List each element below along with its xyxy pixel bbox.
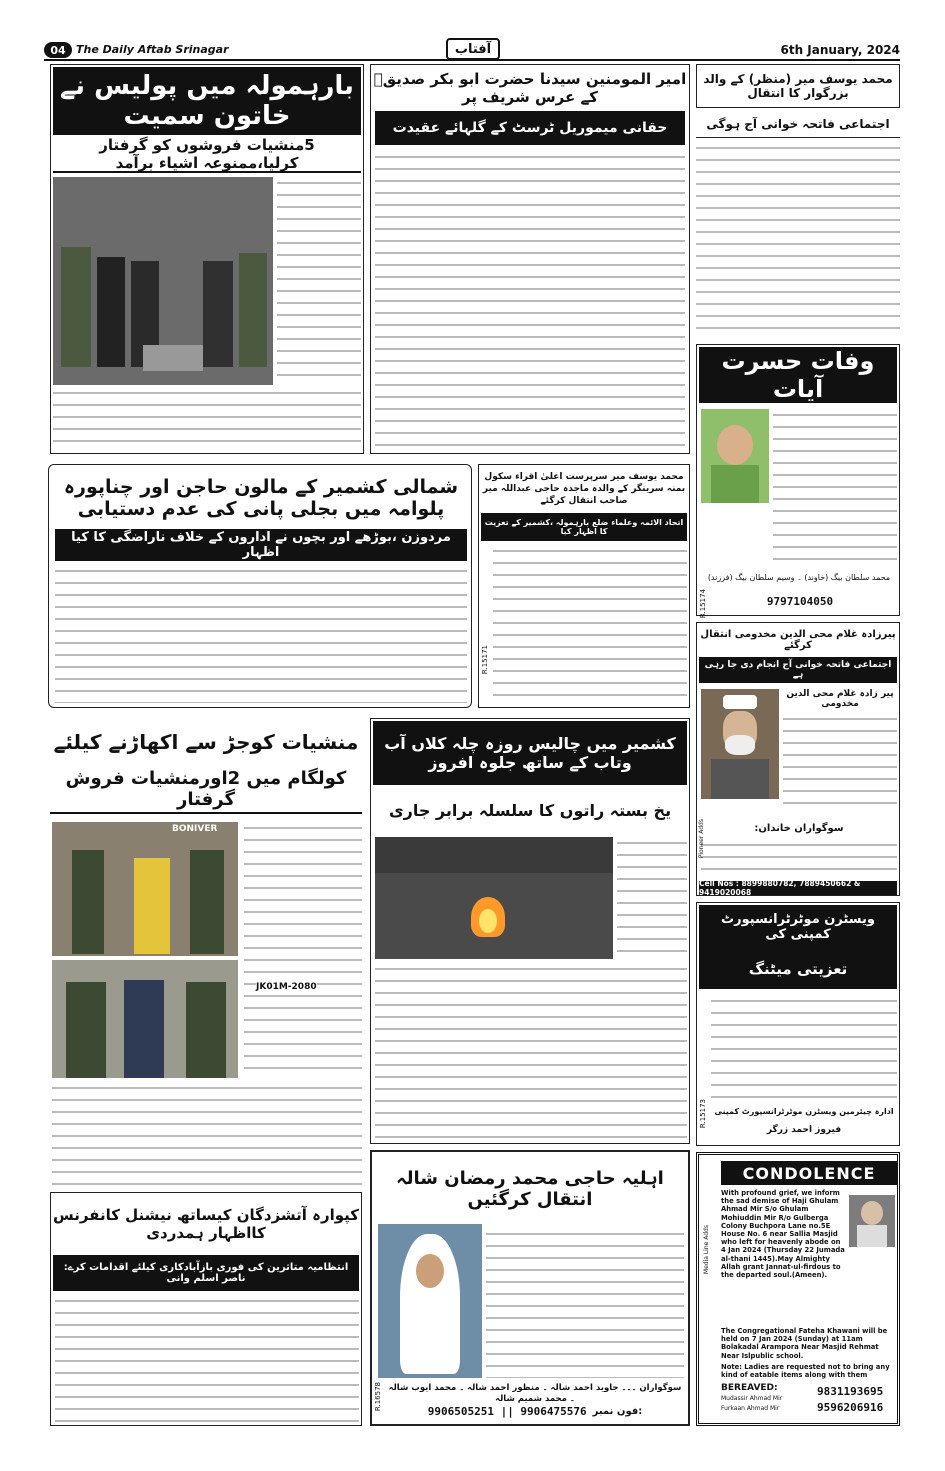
condolence-note: Note: Ladies are requested not to bring any kind of eatable items along with them — [721, 1363, 890, 1380]
condolence-phone2: 9596206916 — [817, 1401, 884, 1414]
story-electricity — [48, 464, 472, 708]
ro-agency: Media Line Adds — [703, 1225, 710, 1275]
condolence-name2: Furkaan Ahmad Mir — [721, 1405, 780, 1412]
obituary-title: وفات حسرت آیات — [699, 347, 897, 403]
subheadline-yusuf: اجتماعی فاتحہ خوانی آج ہوگی — [696, 110, 900, 138]
ro-number: R.15173 — [699, 1099, 707, 1129]
peerzada-phones: Cell Nos : 8899880782, 7889450662 & 9419020068 — [699, 881, 897, 895]
story-yusuf-mir — [696, 64, 900, 334]
obituary-shala — [370, 1150, 690, 1426]
headline-urs: امیر المومنین سیدنا حضرت ابو بکر صدیقؓ کے عرس شریف پر — [373, 70, 687, 106]
photo-banner: BONIVER — [172, 824, 218, 834]
shala-phones-label: فون نمبر: — [592, 1405, 643, 1417]
news-photo — [375, 837, 613, 959]
header-rule — [44, 59, 900, 61]
body-text — [375, 963, 687, 1139]
headline-electricity: شمالی کشمیر کے مالون حاجن اور چناپورہ پلوامہ میں بجلی پانی کی عدم دستیابی — [63, 476, 459, 520]
condolence-title: CONDOLENCE — [721, 1161, 897, 1185]
story-chilla-kalan — [370, 718, 690, 1144]
shala-photo — [378, 1224, 482, 1378]
western-signatory-name: فیروز احمد زرگر — [766, 1125, 842, 1135]
subheadline-urs: حقانی میموریل ٹرسٹ کے گلہائے عقیدت — [375, 111, 685, 145]
ad-western-motor — [696, 902, 900, 1146]
subheadline-iqra: اتحاد الائمہ وعلماء ضلع بارہمولہ ،کشمیر کے تعزیت کا اظہار کیا — [481, 513, 687, 541]
body-text — [244, 822, 362, 1078]
obituary-signatories: محمد سلطان بیگ (خاوند) ۔ وسیم سلطان بیگ (فرزند) — [707, 573, 891, 582]
news-photo — [52, 960, 238, 1078]
peerzada-photo — [701, 689, 779, 799]
headline-yusuf: محمد یوسف میر (منظر) کے والد بزرگوار کا انتقال — [696, 64, 900, 108]
body-text — [277, 177, 361, 383]
body-text — [486, 1228, 684, 1378]
peerzada-name: پیر زادہ غلام محی الدین مخدومی — [786, 689, 894, 709]
body-text — [696, 142, 900, 334]
headline-baramulla: بارہمولہ میں پولیس نے خاتون سمیت — [53, 67, 361, 135]
body-text — [52, 1082, 362, 1186]
subheadline-kupwara: انتظامیہ متاثرین کی فوری بازآبادکاری کیلئے اقدامات کرے: ناصر اسلم وانی — [53, 1255, 359, 1291]
condolence-bereaved: BEREAVED: — [721, 1383, 778, 1393]
condolence-photo — [849, 1195, 895, 1247]
vehicle-plate: JK01M-2080 — [256, 982, 317, 992]
story-kulgam — [50, 718, 362, 1188]
issue-date: 6th January, 2024 — [780, 43, 900, 57]
ad-condolence — [696, 1152, 900, 1426]
masthead-logo: آفتاب — [446, 38, 500, 60]
ro-number: R.15171 — [481, 645, 489, 675]
peerzada-family-label: سوگواران خاندان: — [754, 823, 844, 834]
shala-mourners: سوگواران ۔۔۔ جاوید احمد شالہ ۔ منظور احمد شالہ ۔ محمد ایوب شالہ ۔ محمد شمیم شالہ — [388, 1383, 682, 1404]
body-text — [783, 713, 897, 809]
headline-shala: اہلیہ حاجی محمد رمضان شالہ انتقال کرگئیں — [396, 1168, 664, 1210]
subheadline-electricity: مردوزن ،بوڑھے اور بچوں نے اداروں کے خلاف ناراضگی کا کیا اظہار — [55, 529, 467, 561]
body-text — [493, 545, 687, 703]
obituary-ad — [696, 344, 900, 619]
body-text — [53, 387, 361, 451]
ro-number: R.15174 — [699, 589, 707, 619]
headline-western: ویسٹرن موٹرٹرانسپورٹ کمپنی کی — [699, 905, 897, 949]
headline-kupwara: کپوارہ آتشزدگان کیساتھ نیشنل کانفرنس کااظہار ہمدردی — [53, 1206, 359, 1242]
body-text — [375, 151, 685, 449]
news-photo — [53, 177, 273, 385]
subheadline-baramulla: 5منشیات فروشوں کو گرفتار کرلیا،ممنوعہ اشیاء برآمد — [53, 137, 361, 173]
body-text — [701, 839, 897, 879]
subheadline-western: تعزیتی میٹنگ — [699, 949, 897, 989]
headline-peerzada: پیرزادہ غلام محی الدین مخدومی انتقال کرگئے — [700, 629, 896, 651]
paper-name: The Daily Aftab Srinagar — [76, 43, 229, 56]
subheadline-peerzada: اجتماعی فاتحہ خوانی آج انجام دی جا رہی ہے — [699, 657, 897, 683]
body-text — [773, 409, 897, 569]
subheadline-chilla: یخ بستہ راتوں کا سلسلہ برابر جاری — [388, 800, 672, 820]
news-photo — [52, 822, 238, 956]
page-header — [44, 40, 900, 60]
condolence-phone1: 9831193695 — [817, 1385, 884, 1398]
obituary-peerzada — [696, 622, 900, 896]
condolence-body: With profound grief, we inform the sad demise of Haji Ghulam Ahmad Mir S/o Ghulam Mohiuddin Mir R/o Gulberga Colony Buchpora Lane no.5E House No. 6 near Sallia Masjid who left for heavenly abode on 4 Jan 2024 (Thursday 22 Jumada al-thani 1445).May Almighty Allah grant Jannat-ul-firdous to the departed soul.(Ameen). — [721, 1189, 845, 1280]
body-text — [55, 565, 467, 703]
body-text — [711, 995, 897, 1103]
story-iqra-school — [478, 464, 690, 708]
body-text — [617, 837, 687, 959]
story-baramulla — [50, 64, 364, 454]
page-number-badge: 04 — [44, 42, 72, 58]
headline-iqra: محمد یوسف میر سرپرست اعلیٰ اقراء سکول بمنہ سرینگر کے والدہ ماجدہ حاجی عبداللہ میر صاحب انتقال کرگئے — [482, 472, 686, 506]
ro-agency: Pioneer Adds — [698, 819, 705, 859]
obituary-photo — [701, 409, 769, 503]
shala-phones: 9906505251 || 9906475576 — [427, 1404, 587, 1418]
condolence-fateha: The Congregational Fateha Khawani will be held on 7 Jan 2024 (Sunday) at 11am Bolakadal Arampora Near Masjid Rehmat Near Islpublic school. — [721, 1327, 888, 1360]
story-kupwara — [50, 1192, 362, 1426]
subheadline-kulgam: کولگام میں 2اورمنشیات فروش گرفتار — [50, 766, 362, 814]
condolence-name1: Mudassir Ahmad Mir — [721, 1395, 783, 1402]
headline-kulgam: منشیات کوجڑ سے اکھاڑنے کیلئے — [53, 730, 359, 754]
obituary-phone: 9797104050 — [766, 595, 834, 608]
story-urs — [370, 64, 690, 454]
shala-phones-row — [386, 1402, 684, 1420]
ro-number: R.16578 — [374, 1382, 382, 1412]
headline-chilla: کشمیر میں چالیس روزہ چلہ کلاں آب وتاب کے ساتھ جلوہ افروز — [373, 721, 687, 785]
body-text — [55, 1295, 359, 1423]
western-signatory: ادارہ چیئرمین ویسٹرن موٹرٹرانسپورٹ کمپنی — [714, 1107, 894, 1116]
